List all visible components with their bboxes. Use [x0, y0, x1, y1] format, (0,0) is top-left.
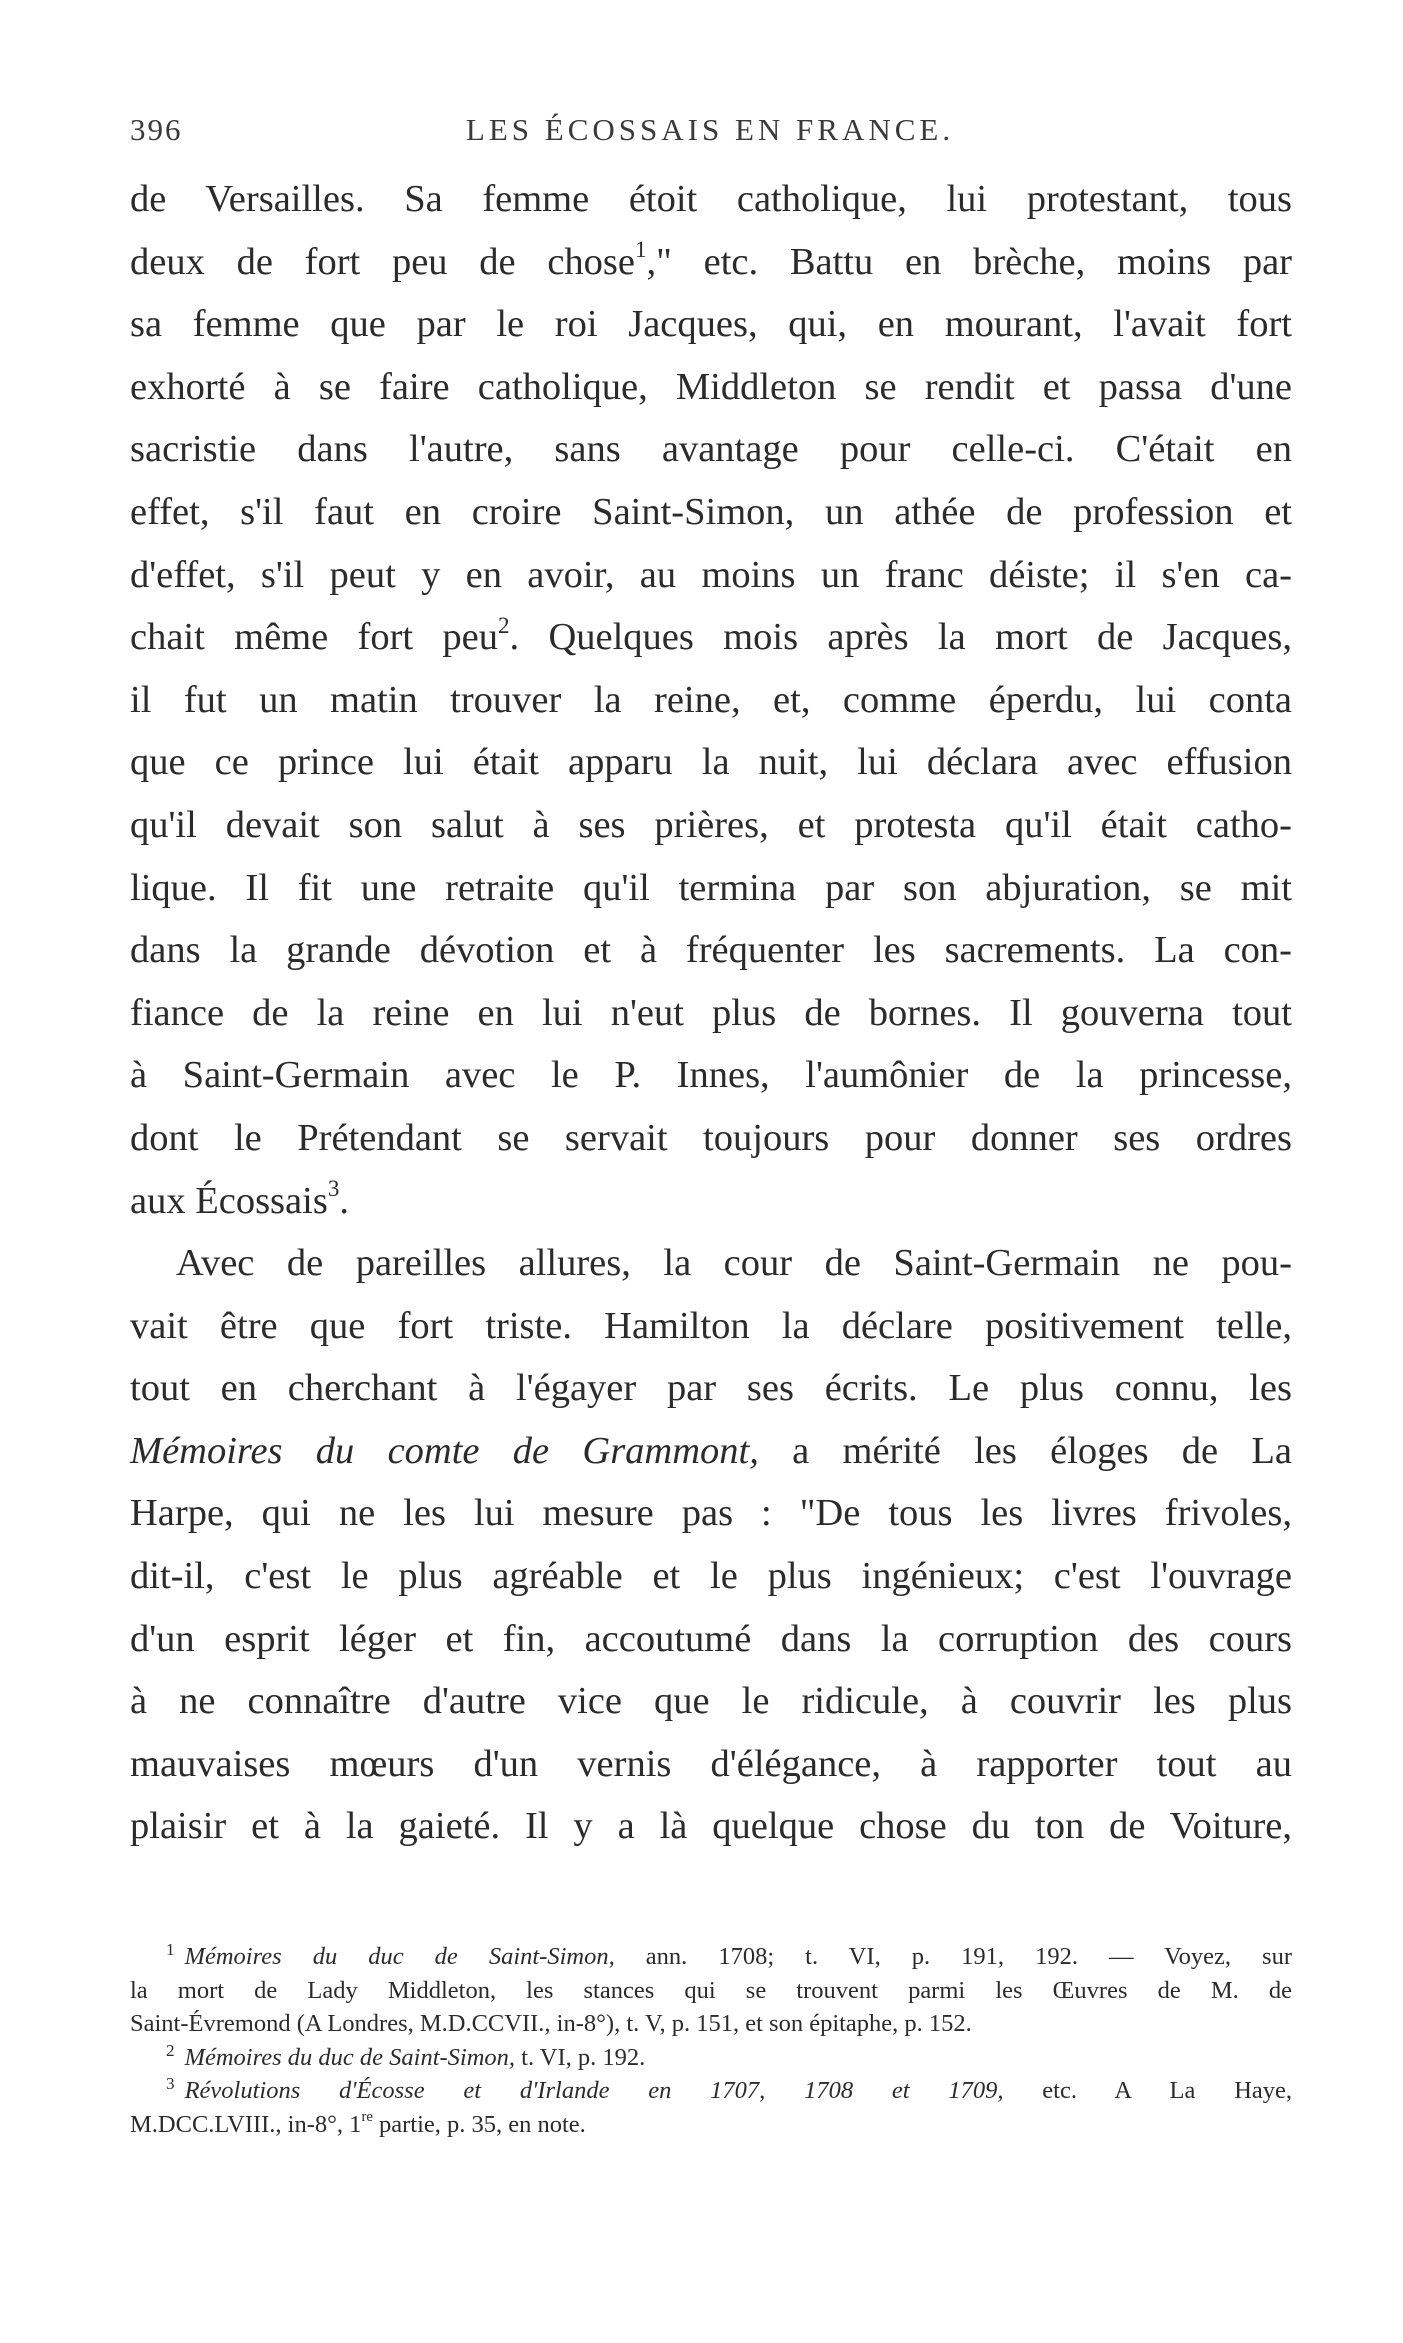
- footnote-ref: 2: [497, 612, 510, 639]
- footnote-line: Saint-Évremond (A Londres, M.D.CCVII., in-8°), t. V, p. 151, et son épitaphe, p. 152.: [130, 2010, 972, 2038]
- text-line: vait être que fort triste. Hamilton la déclare positivement telle,: [130, 1304, 1292, 1347]
- text-fragment: aux Écossais: [130, 1179, 328, 1222]
- footnote-2: [130, 2041, 1292, 2075]
- footnote-text: ann. 1708; t. VI, p. 191, 192. — Voyez, sur: [614, 1943, 1292, 1970]
- footnote-citation-title: Révolutions d'Écosse et d'Irlande en 1707, 1708 et 1709,: [184, 2077, 1004, 2105]
- text-line: dit-il, c'est le plus agréable et le plus ingénieux; c'est l'ouvrage: [130, 1555, 1292, 1598]
- text-line: exhorté à se faire catholique, Middleton se rendit et passa d'une: [130, 365, 1292, 408]
- page-number: 396: [130, 112, 183, 147]
- text-fragment: . Quelques mois après la mort de Jacques,: [509, 616, 1292, 659]
- text-line: que ce prince lui était apparu la nuit, lui déclara avec effusion: [130, 741, 1292, 784]
- text-line: Harpe, qui ne les lui mesure pas : "De tous les livres frivoles,: [130, 1492, 1292, 1535]
- text-line: lique. Il fit une retraite qu'il termina par son abjuration, se mit: [130, 866, 1292, 909]
- text-fragment: a mérité les éloges de La: [758, 1429, 1292, 1472]
- footnote-text: partie, p. 35, en note.: [372, 2110, 586, 2138]
- text-line: effet, s'il faut en croire Saint-Simon, un athée de profession et: [130, 490, 1292, 533]
- footnote-text: t. VI, p. 192.: [515, 2043, 646, 2071]
- text-fragment: chait même fort peu: [130, 616, 498, 659]
- footnote-ref: 3: [327, 1175, 340, 1202]
- footnote-number: 2: [166, 2040, 175, 2060]
- footnote-text: etc. A La Haye,: [1003, 2077, 1293, 2105]
- text-line: sa femme que par le roi Jacques, qui, en mourant, l'avait fort: [130, 303, 1292, 346]
- ordinal-suffix: re: [361, 2109, 373, 2126]
- footnote-3: [130, 2074, 1292, 2108]
- running-title: LES ÉCOSSAIS EN FRANCE.: [465, 112, 955, 147]
- text-fragment: deux de fort peu de chose: [130, 240, 635, 283]
- footnote-1: [130, 1940, 1292, 1974]
- text-line: d'effet, s'il peut y en avoir, au moins un franc déiste; il s'en ca-: [130, 553, 1292, 596]
- text-line: d'un esprit léger et fin, accoutumé dans la corruption des cours: [130, 1617, 1292, 1660]
- footnote-number: 1: [166, 1939, 175, 1959]
- footnote-citation-title: Mémoires du duc de Saint-Simon,: [184, 2043, 516, 2071]
- footnotes: [130, 1940, 1292, 2142]
- text-line: dans la grande dévotion et à fréquenter les sacrements. La con-: [130, 929, 1292, 972]
- footnote-citation-title: Mémoires du duc de Saint-Simon,: [184, 1943, 615, 1970]
- text-line: [130, 231, 1292, 294]
- text-line: il fut un matin trouver la reine, et, comme éperdu, lui conta: [130, 678, 1292, 721]
- text-fragment: ," etc. Battu en brèche, moins par: [646, 240, 1292, 283]
- book-title: Mémoires du comte de Grammont,: [130, 1429, 759, 1472]
- running-head: [130, 112, 1290, 156]
- footnote-line: la mort de Lady Middleton, les stances qui se trouvent parmi les Œuvres de M. de: [130, 1976, 1292, 2004]
- paragraph-start-line: Avec de pareilles allures, la cour de Saint-Germain ne pou-: [176, 1242, 1292, 1285]
- footnote-line: [130, 2108, 1292, 2142]
- text-line: [130, 1170, 1292, 1233]
- text-line: [130, 606, 1292, 669]
- text-line: tout en cherchant à l'égayer par ses écrits. Le plus connu, les: [130, 1367, 1292, 1410]
- footnote-ref: 1: [635, 236, 647, 263]
- footnote-number: 3: [166, 2074, 175, 2094]
- main-text: [130, 168, 1292, 1858]
- text-line: mauvaises mœurs d'un vernis d'élégance, à rapporter tout au: [130, 1742, 1292, 1785]
- text-line: dont le Prétendant se servait toujours pour donner ses ordres: [130, 1116, 1292, 1159]
- text-line: à Saint-Germain avec le P. Innes, l'aumônier de la princesse,: [130, 1054, 1292, 1097]
- text-line: [130, 1420, 1292, 1483]
- footnote-text: M.DCC.LVIII., in-8°, 1: [130, 2110, 362, 2138]
- text-line: fiance de la reine en lui n'eut plus de bornes. Il gouverna tout: [130, 991, 1292, 1034]
- text-line: de Versailles. Sa femme étoit catholique, lui protestant, tous: [130, 178, 1292, 220]
- text-line: sacristie dans l'autre, sans avantage pour celle-ci. C'était en: [130, 428, 1292, 471]
- text-line: qu'il devait son salut à ses prières, et protesta qu'il était catho-: [130, 803, 1292, 846]
- text-line: à ne connaître d'autre vice que le ridicule, à couvrir les plus: [130, 1680, 1292, 1723]
- text-fragment: .: [339, 1179, 349, 1222]
- text-line: plaisir et à la gaieté. Il y a là quelque chose du ton de Voiture,: [130, 1805, 1292, 1848]
